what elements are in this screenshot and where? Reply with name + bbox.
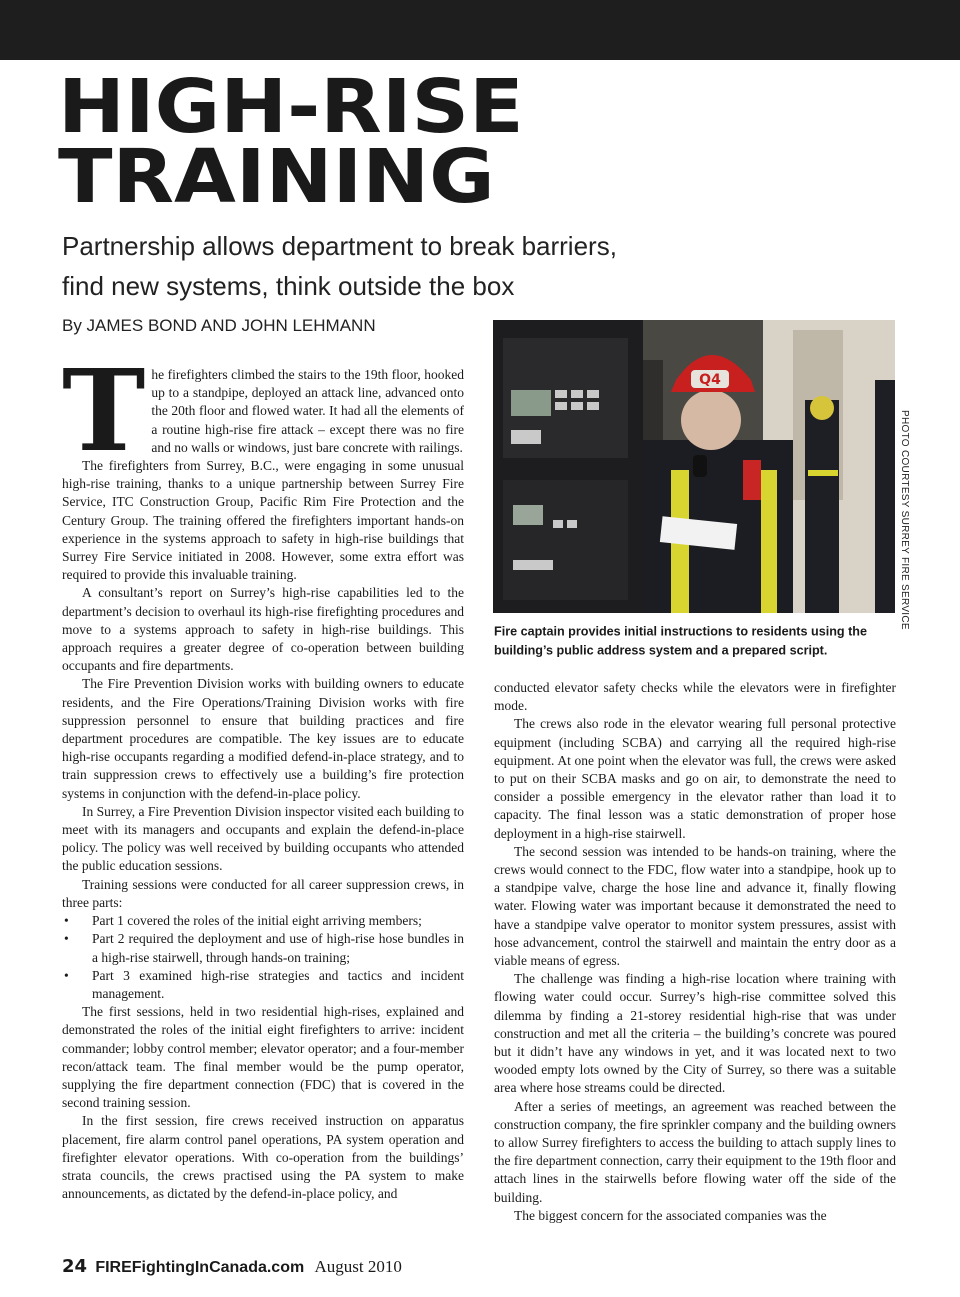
deck-subtitle [62, 226, 682, 306]
article-paragraph-6: Training sessions were conducted for all career suppression crews, in three parts: [62, 876, 464, 910]
article-paragraph-3: A consultant’s report on Surrey’s high-rise capabilities led to the department’s decision to overhaul its high-rise firefighting procedures and move to a systems approach to safety in high-rise buildings. This approach requires a greater degree of co-operation between building occupants and fire departments. [62, 585, 464, 674]
training-parts-list [62, 912, 464, 1003]
headline [58, 64, 524, 220]
helmet-badge-text: Q4 [699, 372, 721, 388]
deck-line-1: Partnership allows department to break barriers, [62, 231, 617, 261]
article-paragraph-14: The biggest concern for the associated companies was the [514, 1207, 827, 1223]
top-black-bar [0, 0, 960, 60]
issue-date: August 2010 [314, 1257, 402, 1276]
article-paragraph-13: After a series of meetings, an agreement was reached between the construction company, the fire sprinkler company and the building owners to allow Surrey firefighters to access the building to attach supply lines to the fire department connection, carry their equipment to the 19th floor and attach lines in the stairwells before flowing water off the side of the building. [494, 1098, 896, 1205]
paragraph-1-text: he firefighters climbed the stairs to the 19th floor, hooked up to a standpipe, deployed an attack line, advanced onto the 20th floor and flowed water. It had all the elements of a routine high-rise fire attack – except there was no fire and no walls or windows, just bare concrete with railings. [151, 367, 464, 455]
photo-credit-text: PHOTO COURTESY SURREY FIRE SERVICE [899, 410, 910, 630]
headline-line-2: TRAINING [58, 134, 495, 220]
list-item: • Part 2 required the deployment and use of high-rise hose bundles in a high-rise stairwell, through hands-on training; [62, 930, 464, 966]
article-paragraph-5: In Surrey, a Fire Prevention Division inspector visited each building to meet with its managers and occupants and explain the defend-in-place policy. The policy was well received by building occupants who attended the public education sessions. [62, 803, 464, 874]
drop-cap: T [62, 346, 146, 477]
list-item: • Part 1 covered the roles of the initial eight arriving members; [62, 912, 464, 930]
article-column-right [494, 679, 896, 1225]
article-paragraph-7: The first sessions, held in two residential high-rises, explained and demonstrated the roles of the initial eight firefighters to arrive: incident commander; lobby control member; elevator operator; and a four-member recon/attack team. The final member would be the pump operator, supplying the fire department connection (FDC) that is covered in the second training session. [62, 1004, 464, 1111]
article-paragraph-11: The second session was intended to be hands-on training, where the crews would connect to the FDC, flow water into a standpipe, hook up to a standpipe valve, charge the hose line and advance it, finally flowing water. Flowing water was important because it demonstrated the need to have a standpipe valve operator to monitor system pressures, assist with hose advancement, control the stairwell and maintain the entry door as a viable means of egress. [494, 843, 896, 969]
footer-website: FIREFightingInCanada.com [95, 1259, 305, 1276]
article-paragraph-2: The firefighters from Surrey, B.C., were engaging in some unusual high-rise training, thanks to a unique partnership between Surrey Fire Service, ITC Construction Group, Pacific Rim Fire Protection and the Century Group. The training offered the firefighters important hands-on experience in the systems approach to safety in high-rise buildings that Surrey Fire Service initiated in 2008. However, some extra effort was required to provide this invaluable training. [62, 458, 464, 583]
article-paragraph-9: conducted elevator safety checks while the elevators were in firefighter mode. [494, 680, 896, 714]
firefighter-photo-illustration [493, 320, 895, 613]
deck-line-2: find new systems, think outside the box [62, 271, 515, 301]
page-number: 24 [62, 1256, 88, 1277]
photo-caption: Fire captain provides initial instructions to residents using the building’s public address system and a prepared script. [494, 624, 867, 658]
list-item: • Part 3 examined high-rise strategies and tactics and incident management. [62, 967, 464, 1003]
photo-credit [896, 410, 916, 630]
article-photo [493, 320, 895, 613]
headline-line-1: HIGH-RISE [58, 64, 524, 150]
article-paragraph-4: The Fire Prevention Division works with building owners to educate residents, and the Fire Operations/Training Division works with fire suppression personnel to ensure that building practices and fire department procedures are compatible. The key issues are to educate high-rise occupants regarding a modified defend-in-place strategy, and to train suppression crews to effectively use a building’s fire protection systems in conjunction with the defend-in-place policy. [62, 676, 464, 801]
article-paragraph-8: In the first session, fire crews received instruction on apparatus placement, fire alarm control panel operations, PA system operation and firefighter elevator operations. With co-operation from the buildings’ strata councils, the crews practised using the PA system to make announcements, as dictated by the defend-in-place policy, and [62, 1113, 464, 1202]
article-paragraph-10: The crews also rode in the elevator wearing full personal protective equipment (including SCBA) and carrying all the required high-rise equipment. At one point when the elevator was full, the crews were asked to put on their SCBA masks and go on air, to demonstrate the need to consider a possible emergency in the elevator rather than load it to capacity. The final lesson was a static demonstration of proper hose deployment in a high-rise stairwell. [494, 716, 896, 841]
article-paragraph-12: The challenge was finding a high-rise location where training with flowing water could occur. Surrey’s high-rise committee solved this dilemma by finding a 21-storey residential high-rise that was under construction and met all the criteria – the building’s concrete was poured but it didn’t have any windows in yet, and it was located next to two wooded empty lots owned by the City of Surrey, so there was a suitable area where hose streams could be directed. [494, 971, 896, 1096]
page-footer [62, 1256, 402, 1277]
byline: By JAMES BOND AND JOHN LEHMANN [62, 316, 376, 335]
article-column-left [62, 346, 464, 1203]
article-paragraph-1 [62, 346, 464, 477]
